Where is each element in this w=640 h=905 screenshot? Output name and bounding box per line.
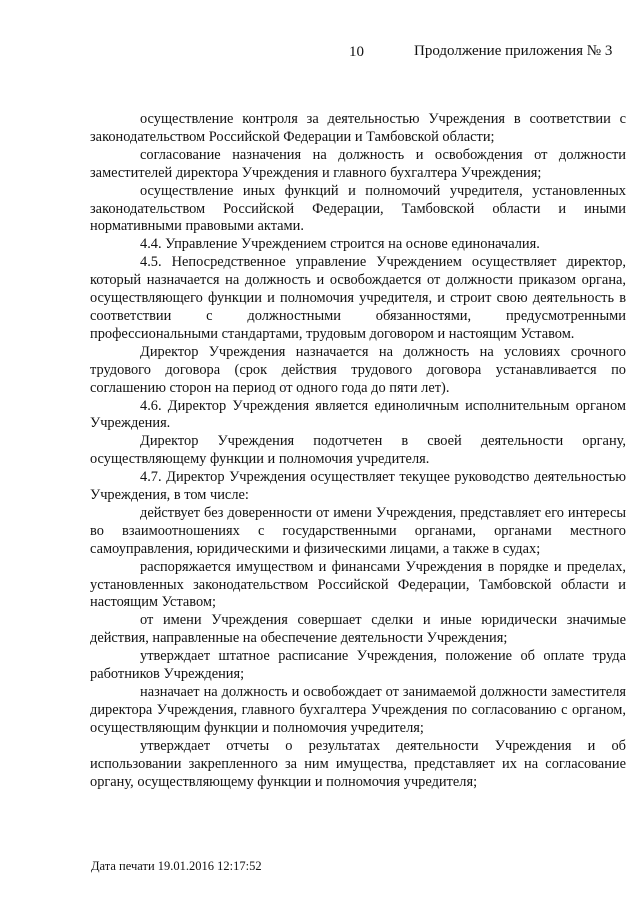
paragraph-other-functions: осуществление иных функций и полномочий учредителя, установленных законодательством Российской Федерации, Тамбовской области и иными нормативными правовыми актами. <box>90 182 626 235</box>
paragraph-director-appointment: Директор Учреждения назначается на должность на условиях срочного трудового договора (срок действия трудового договора устанавливается по соглашению сторон на период от одного года до пяти лет). <box>90 343 626 396</box>
paragraph-deputy-approval: согласование назначения на должность и освобождения от должности заместителей директора Учреждения и главного бухгалтера Учреждения; <box>90 146 626 181</box>
paragraph-control: осуществление контроля за деятельностью Учреждения в соответствии с законодательством Российской Федерации и Тамбовской области; <box>90 111 626 145</box>
paragraph-approves-staffing: утверждает штатное расписание Учреждения, положение об оплате труда работников Учреждения; <box>90 648 626 683</box>
paragraph-appoints-deputies: назначает на должность и освобождает от занимаемой должности заместителя директора Учреждения, главного бухгалтера Учреждения по согласованию с органом, осуществляющим функции и полномочия учредителя; <box>90 684 626 736</box>
clause-4-7: 4.7. Директор Учреждения осуществляет текущее руководство деятельностью Учреждения, в том числе: <box>90 469 626 504</box>
paragraph-approves-reports: утверждает отчеты о результатах деятельности Учреждения и об использовании закрепленного за ним имущества, представляет их на согласование органу, осуществляющему функции и полномочия учредителя; <box>90 737 626 790</box>
document-body <box>90 111 626 791</box>
paragraph-makes-transactions: от имени Учреждения совершает сделки и иные юридически значимые действия, направленные на обеспечение деятельности Учреждения; <box>90 612 626 647</box>
page-number: 10 <box>349 44 364 60</box>
clause-4-5: 4.5. Непосредственное управление Учреждением осуществляет директор, который назначается на должность и освобождается от должности приказом органа, осуществляющего функции и полномочия учредителя, и строит свою деятельность в соответствии с должностными обязанностями, предусмотренными профессиональными стандартами, трудовым договором и настоящим Уставом. <box>90 254 626 342</box>
print-date: Дата печати 19.01.2016 12:17:52 <box>91 859 262 873</box>
appendix-continuation-label: Продолжение приложения № 3 <box>414 43 613 59</box>
clause-4-6: 4.6. Директор Учреждения является единоличным исполнительным органом Учреждения. <box>90 397 626 432</box>
paragraph-disposes-property: распоряжается имуществом и финансами Учреждения в порядке и пределах, установленных законодательством Российской Федерации, Тамбовской области и настоящим Уставом; <box>90 558 626 611</box>
paragraph-director-accountability: Директор Учреждения подотчетен в своей деятельности органу, осуществляющему функции и полномочия учредителя. <box>90 433 626 468</box>
clause-4-4: 4.4. Управление Учреждением строится на основе единоначалия. <box>140 236 540 253</box>
paragraph-acts-without-power: действует без доверенности от имени Учреждения, представляет его интересы во взаимоотношениях с государственными органами, органами местного самоуправления, юридическими и физическими лицами, а также в судах; <box>90 504 626 557</box>
